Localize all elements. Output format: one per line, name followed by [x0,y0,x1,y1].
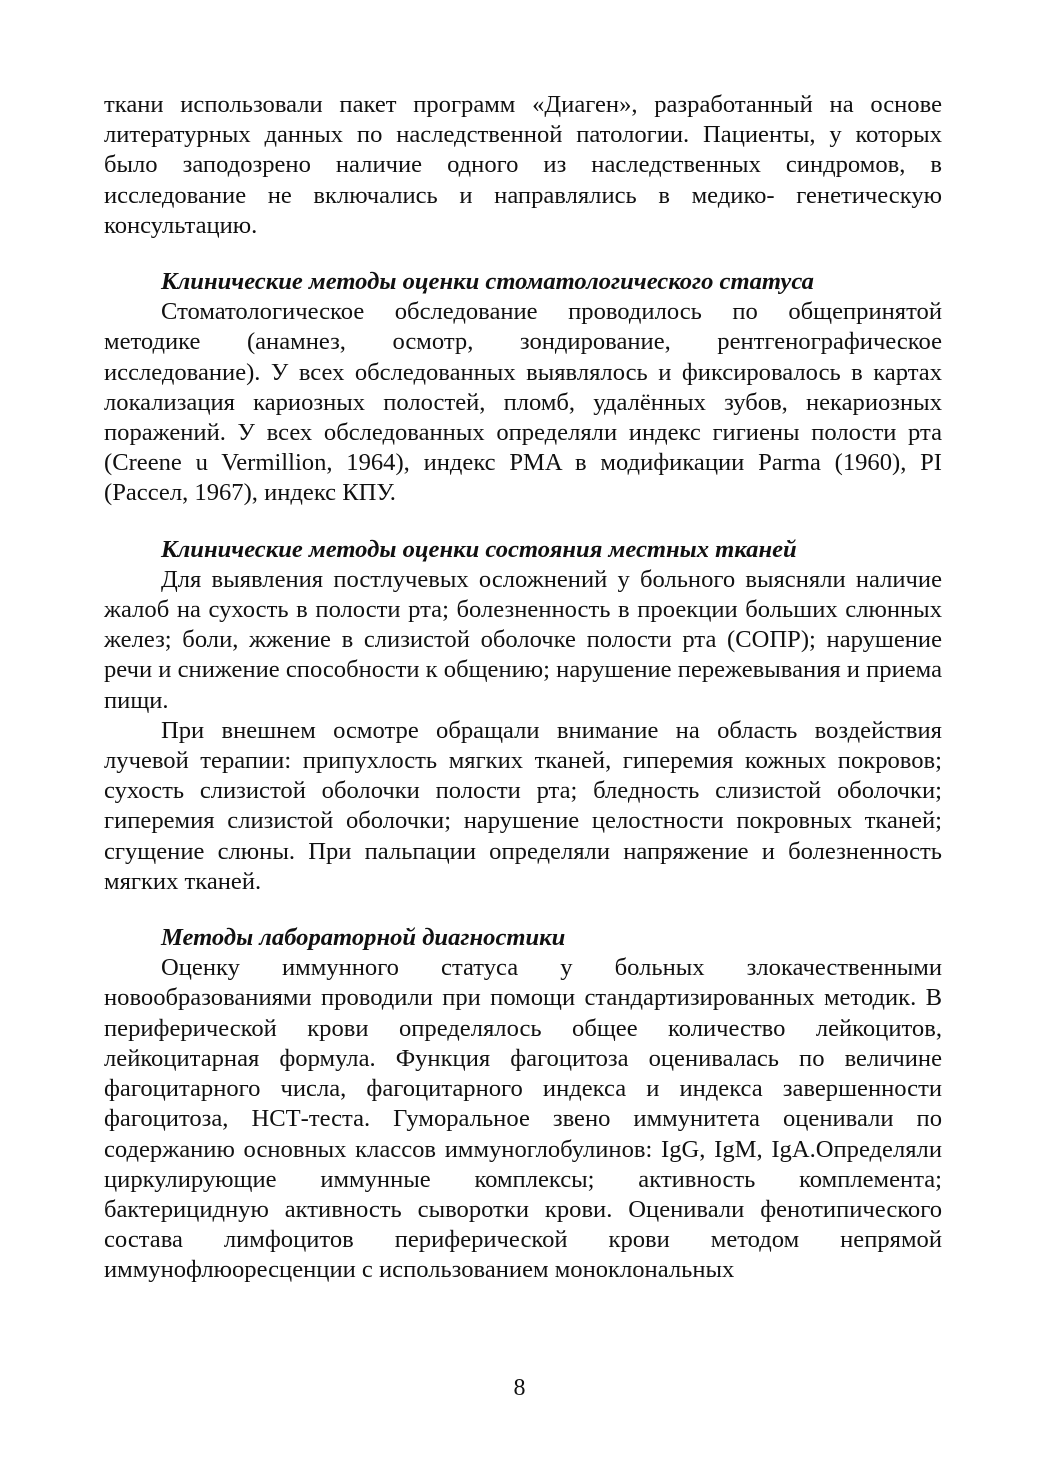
page-number: 8 [513,1375,526,1401]
spacer [104,241,942,267]
section-heading-lab-diagnostics: Методы лабораторной диагностики [161,924,566,952]
paragraph-dental-exam: Стоматологическое обследование проводилось по общепринятой методике (анамнез, осмотр, зондирование, рентгенографическое исследование). У всех обследованных выявлялось и фиксировалось в картах локализация кариозных полостей, пломб, удалённых зубов, некариозных поражений. У всех обследованных определяли индекс гигиены полости рта (Creene u Vermillion, 1964), индекс PMA в модификации Parma (1960), PI (Рассел, 1967), индекс КПУ. [104,298,942,507]
paragraph-immune-status: Оценку иммунного статуса у больных злокачественными новообразованиями проводили при помощи стандартизированных методик. В периферической крови определялось общее количество лейкоцитов, лейкоцитарная формула. Функция фагоцитоза оценивалась по величине фагоцитарного числа, фагоцитарного индекса и индекса завершенности фагоцитоза, НСТ-теста. Гуморальное звено иммунитета оценивали по содержанию основных классов иммуноглобулинов: IgG, IgM, IgA.Определяли циркулирующие иммунные комплексы; активность комплемента; бактерицидную активность сыворотки крови. Оценивали фенотипического состава лимфоцитов периферической крови методом непрямой иммунофлюоресценции с использованием моноклональных [104,954,942,1284]
spacer [104,509,942,535]
spacer [104,897,942,923]
document-page [104,90,942,1286]
section-heading-local-tissues: Клинические методы оценки состояния местных тканей [161,535,797,563]
paragraph-complaints: Для выявления постлучевых осложнений у больного выясняли наличие жалоб на сухость в полости рта; болезненность в проекции больших слюнных желез; боли, жжение в слизистой оболочке полости рта (СОПР); нарушение речи и снижение способности к общению; нарушение пережевывания и приема пищи. [104,565,942,714]
paragraph-external-exam: При внешнем осмотре обращали внимание на область воздействия лучевой терапии: припухлость мягких тканей, гиперемия кожных покровов; сухость слизистой оболочки полости рта; бледность слизистой оболочки; гиперемия слизистой оболочки; нарушение целостности покровных тканей; сгущение слюны. При пальпации определяли напряжение и болезненность мягких тканей. [104,716,942,895]
paragraph-intro: ткани использовали пакет программ «Диаген», разработанный на основе литературных данных по наследственной патологии. Пациенты, у которых было заподозрено наличие одного из наследственных синдромов, в исследование не включались и направлялись в медико- генетическую консультацию. [104,91,942,239]
section-heading-dental-status: Клинические методы оценки стоматологического статуса [161,268,814,296]
